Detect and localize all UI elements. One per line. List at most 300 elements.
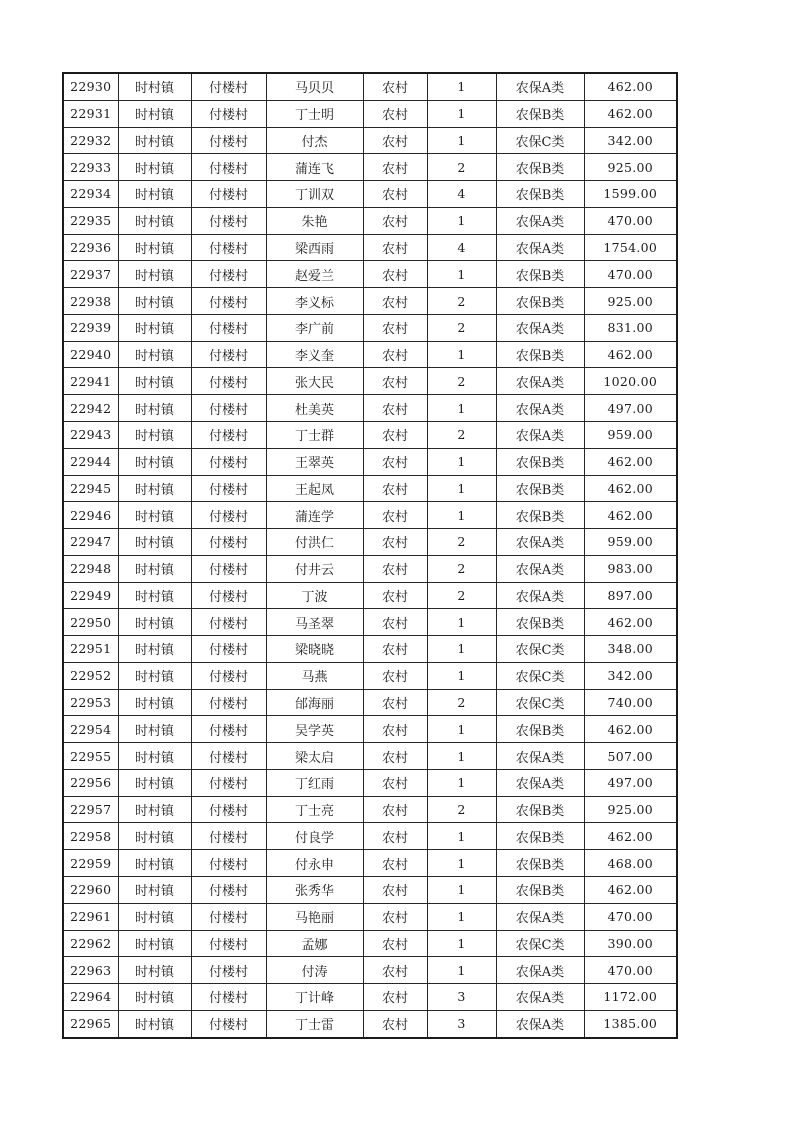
- cell-serial-number: 22962: [63, 930, 118, 957]
- cell-serial-number: 22963: [63, 957, 118, 984]
- cell-residence-type: 农村: [363, 529, 427, 556]
- cell-town: 时村镇: [118, 903, 191, 930]
- cell-village: 付楼村: [191, 689, 266, 716]
- cell-town: 时村镇: [118, 288, 191, 315]
- cell-village: 付楼村: [191, 314, 266, 341]
- cell-village: 付楼村: [191, 769, 266, 796]
- cell-person-count: 1: [427, 395, 496, 422]
- cell-village: 付楼村: [191, 448, 266, 475]
- cell-serial-number: 22952: [63, 662, 118, 689]
- cell-person-count: 4: [427, 181, 496, 208]
- cell-serial-number: 22954: [63, 716, 118, 743]
- cell-village: 付楼村: [191, 1010, 266, 1038]
- table-row: [63, 73, 677, 100]
- table-row: [63, 234, 677, 261]
- cell-name: 付杰: [266, 127, 363, 154]
- cell-village: 付楼村: [191, 502, 266, 529]
- cell-town: 时村镇: [118, 555, 191, 582]
- cell-serial-number: 22932: [63, 127, 118, 154]
- cell-insurance-category: 农保A类: [496, 903, 584, 930]
- cell-name: 朱艳: [266, 207, 363, 234]
- cell-village: 付楼村: [191, 261, 266, 288]
- cell-serial-number: 22964: [63, 984, 118, 1011]
- cell-person-count: 3: [427, 984, 496, 1011]
- cell-village: 付楼村: [191, 234, 266, 261]
- cell-village: 付楼村: [191, 582, 266, 609]
- cell-residence-type: 农村: [363, 502, 427, 529]
- cell-town: 时村镇: [118, 769, 191, 796]
- table-row: [63, 154, 677, 181]
- cell-name: 赵爱兰: [266, 261, 363, 288]
- cell-serial-number: 22948: [63, 555, 118, 582]
- cell-person-count: 1: [427, 502, 496, 529]
- cell-village: 付楼村: [191, 421, 266, 448]
- beneficiary-table: [62, 72, 678, 1039]
- cell-name: 丁士群: [266, 421, 363, 448]
- cell-name: 蒲连飞: [266, 154, 363, 181]
- table-row: [63, 903, 677, 930]
- table-row: [63, 957, 677, 984]
- cell-serial-number: 22956: [63, 769, 118, 796]
- cell-residence-type: 农村: [363, 796, 427, 823]
- cell-person-count: 2: [427, 421, 496, 448]
- table-row: [63, 850, 677, 877]
- cell-person-count: 3: [427, 1010, 496, 1038]
- cell-town: 时村镇: [118, 234, 191, 261]
- cell-residence-type: 农村: [363, 823, 427, 850]
- cell-town: 时村镇: [118, 395, 191, 422]
- cell-insurance-category: 农保B类: [496, 100, 584, 127]
- cell-insurance-category: 农保A类: [496, 234, 584, 261]
- cell-village: 付楼村: [191, 555, 266, 582]
- cell-amount: 470.00: [584, 903, 677, 930]
- cell-amount: 959.00: [584, 529, 677, 556]
- cell-residence-type: 农村: [363, 716, 427, 743]
- cell-amount: 342.00: [584, 127, 677, 154]
- cell-person-count: 2: [427, 154, 496, 181]
- cell-amount: 831.00: [584, 314, 677, 341]
- cell-name: 王翠英: [266, 448, 363, 475]
- cell-residence-type: 农村: [363, 957, 427, 984]
- cell-insurance-category: 农保B类: [496, 502, 584, 529]
- cell-town: 时村镇: [118, 73, 191, 100]
- cell-name: 付洪仁: [266, 529, 363, 556]
- cell-insurance-category: 农保B类: [496, 877, 584, 904]
- cell-residence-type: 农村: [363, 341, 427, 368]
- cell-insurance-category: 农保A类: [496, 395, 584, 422]
- cell-name: 马燕: [266, 662, 363, 689]
- cell-village: 付楼村: [191, 395, 266, 422]
- cell-serial-number: 22940: [63, 341, 118, 368]
- cell-serial-number: 22939: [63, 314, 118, 341]
- cell-insurance-category: 农保B类: [496, 716, 584, 743]
- table-row: [63, 475, 677, 502]
- table-row: [63, 529, 677, 556]
- cell-residence-type: 农村: [363, 903, 427, 930]
- cell-residence-type: 农村: [363, 984, 427, 1011]
- cell-town: 时村镇: [118, 100, 191, 127]
- cell-insurance-category: 农保A类: [496, 769, 584, 796]
- cell-residence-type: 农村: [363, 1010, 427, 1038]
- cell-amount: 390.00: [584, 930, 677, 957]
- cell-serial-number: 22943: [63, 421, 118, 448]
- cell-amount: 462.00: [584, 877, 677, 904]
- cell-person-count: 1: [427, 823, 496, 850]
- cell-amount: 925.00: [584, 796, 677, 823]
- cell-person-count: 1: [427, 127, 496, 154]
- cell-town: 时村镇: [118, 207, 191, 234]
- cell-town: 时村镇: [118, 636, 191, 663]
- cell-name: 杜美英: [266, 395, 363, 422]
- cell-name: 丁士雷: [266, 1010, 363, 1038]
- cell-person-count: 1: [427, 743, 496, 770]
- table-row: [63, 716, 677, 743]
- table-row: [63, 421, 677, 448]
- cell-amount: 925.00: [584, 154, 677, 181]
- cell-person-count: 1: [427, 769, 496, 796]
- table-row: [63, 796, 677, 823]
- cell-village: 付楼村: [191, 743, 266, 770]
- cell-town: 时村镇: [118, 154, 191, 181]
- cell-amount: 342.00: [584, 662, 677, 689]
- cell-name: 马艳丽: [266, 903, 363, 930]
- table-row: [63, 877, 677, 904]
- table-row: [63, 743, 677, 770]
- cell-serial-number: 22933: [63, 154, 118, 181]
- cell-name: 丁波: [266, 582, 363, 609]
- cell-village: 付楼村: [191, 529, 266, 556]
- cell-amount: 462.00: [584, 823, 677, 850]
- cell-village: 付楼村: [191, 957, 266, 984]
- cell-town: 时村镇: [118, 261, 191, 288]
- cell-person-count: 1: [427, 877, 496, 904]
- table-row: [63, 636, 677, 663]
- cell-insurance-category: 农保B类: [496, 475, 584, 502]
- cell-name: 吴学英: [266, 716, 363, 743]
- cell-amount: 462.00: [584, 609, 677, 636]
- cell-serial-number: 22945: [63, 475, 118, 502]
- cell-town: 时村镇: [118, 930, 191, 957]
- cell-name: 李义奎: [266, 341, 363, 368]
- cell-town: 时村镇: [118, 796, 191, 823]
- cell-amount: 470.00: [584, 207, 677, 234]
- cell-town: 时村镇: [118, 421, 191, 448]
- cell-serial-number: 22965: [63, 1010, 118, 1038]
- cell-insurance-category: 农保B类: [496, 288, 584, 315]
- cell-residence-type: 农村: [363, 100, 427, 127]
- cell-person-count: 2: [427, 555, 496, 582]
- cell-town: 时村镇: [118, 609, 191, 636]
- cell-person-count: 1: [427, 73, 496, 100]
- cell-town: 时村镇: [118, 368, 191, 395]
- cell-amount: 983.00: [584, 555, 677, 582]
- cell-name: 付良学: [266, 823, 363, 850]
- cell-name: 马贝贝: [266, 73, 363, 100]
- table-row: [63, 689, 677, 716]
- cell-insurance-category: 农保C类: [496, 662, 584, 689]
- cell-residence-type: 农村: [363, 368, 427, 395]
- cell-name: 王起凤: [266, 475, 363, 502]
- cell-amount: 348.00: [584, 636, 677, 663]
- cell-village: 付楼村: [191, 341, 266, 368]
- cell-town: 时村镇: [118, 181, 191, 208]
- cell-village: 付楼村: [191, 368, 266, 395]
- cell-village: 付楼村: [191, 984, 266, 1011]
- table-row: [63, 448, 677, 475]
- table-row: [63, 100, 677, 127]
- cell-residence-type: 农村: [363, 743, 427, 770]
- table-row: [63, 288, 677, 315]
- cell-person-count: 1: [427, 957, 496, 984]
- cell-serial-number: 22953: [63, 689, 118, 716]
- cell-residence-type: 农村: [363, 395, 427, 422]
- cell-residence-type: 农村: [363, 261, 427, 288]
- cell-amount: 1754.00: [584, 234, 677, 261]
- cell-village: 付楼村: [191, 609, 266, 636]
- cell-amount: 497.00: [584, 769, 677, 796]
- cell-town: 时村镇: [118, 582, 191, 609]
- cell-insurance-category: 农保C类: [496, 689, 584, 716]
- cell-serial-number: 22959: [63, 850, 118, 877]
- table-body: [63, 73, 677, 1038]
- cell-amount: 470.00: [584, 261, 677, 288]
- cell-residence-type: 农村: [363, 877, 427, 904]
- table-row: [63, 181, 677, 208]
- table-row: [63, 261, 677, 288]
- cell-insurance-category: 农保B类: [496, 341, 584, 368]
- cell-name: 付涛: [266, 957, 363, 984]
- cell-person-count: 2: [427, 529, 496, 556]
- cell-village: 付楼村: [191, 930, 266, 957]
- cell-residence-type: 农村: [363, 555, 427, 582]
- cell-person-count: 1: [427, 930, 496, 957]
- cell-town: 时村镇: [118, 743, 191, 770]
- cell-insurance-category: 农保A类: [496, 743, 584, 770]
- cell-name: 李广前: [266, 314, 363, 341]
- cell-name: 付井云: [266, 555, 363, 582]
- cell-name: 邰海丽: [266, 689, 363, 716]
- cell-residence-type: 农村: [363, 636, 427, 663]
- cell-amount: 462.00: [584, 341, 677, 368]
- cell-village: 付楼村: [191, 73, 266, 100]
- cell-town: 时村镇: [118, 662, 191, 689]
- cell-residence-type: 农村: [363, 448, 427, 475]
- cell-insurance-category: 农保A类: [496, 73, 584, 100]
- cell-name: 付永申: [266, 850, 363, 877]
- cell-residence-type: 农村: [363, 234, 427, 261]
- cell-amount: 1020.00: [584, 368, 677, 395]
- cell-insurance-category: 农保A类: [496, 957, 584, 984]
- cell-serial-number: 22935: [63, 207, 118, 234]
- cell-person-count: 2: [427, 689, 496, 716]
- cell-person-count: 1: [427, 636, 496, 663]
- cell-insurance-category: 农保A类: [496, 314, 584, 341]
- table-row: [63, 930, 677, 957]
- cell-serial-number: 22957: [63, 796, 118, 823]
- cell-insurance-category: 农保A类: [496, 1010, 584, 1038]
- cell-town: 时村镇: [118, 127, 191, 154]
- cell-amount: 925.00: [584, 288, 677, 315]
- cell-serial-number: 22947: [63, 529, 118, 556]
- cell-insurance-category: 农保B类: [496, 181, 584, 208]
- cell-serial-number: 22951: [63, 636, 118, 663]
- cell-town: 时村镇: [118, 823, 191, 850]
- cell-person-count: 1: [427, 716, 496, 743]
- cell-person-count: 2: [427, 368, 496, 395]
- cell-village: 付楼村: [191, 154, 266, 181]
- cell-person-count: 1: [427, 903, 496, 930]
- cell-village: 付楼村: [191, 207, 266, 234]
- cell-village: 付楼村: [191, 288, 266, 315]
- cell-residence-type: 农村: [363, 609, 427, 636]
- table-row: [63, 314, 677, 341]
- table-row: [63, 341, 677, 368]
- cell-residence-type: 农村: [363, 662, 427, 689]
- table-row: [63, 395, 677, 422]
- cell-amount: 462.00: [584, 502, 677, 529]
- table-row: [63, 823, 677, 850]
- cell-town: 时村镇: [118, 529, 191, 556]
- cell-name: 丁红雨: [266, 769, 363, 796]
- table-row: [63, 662, 677, 689]
- cell-serial-number: 22936: [63, 234, 118, 261]
- cell-serial-number: 22941: [63, 368, 118, 395]
- cell-residence-type: 农村: [363, 288, 427, 315]
- cell-name: 张秀华: [266, 877, 363, 904]
- cell-serial-number: 22931: [63, 100, 118, 127]
- table-row: [63, 1010, 677, 1038]
- cell-serial-number: 22934: [63, 181, 118, 208]
- cell-amount: 507.00: [584, 743, 677, 770]
- cell-residence-type: 农村: [363, 127, 427, 154]
- cell-person-count: 1: [427, 609, 496, 636]
- cell-serial-number: 22958: [63, 823, 118, 850]
- table-row: [63, 502, 677, 529]
- cell-amount: 470.00: [584, 957, 677, 984]
- cell-serial-number: 22946: [63, 502, 118, 529]
- cell-insurance-category: 农保A类: [496, 984, 584, 1011]
- cell-serial-number: 22944: [63, 448, 118, 475]
- cell-insurance-category: 农保B类: [496, 154, 584, 181]
- cell-person-count: 2: [427, 582, 496, 609]
- cell-residence-type: 农村: [363, 181, 427, 208]
- cell-residence-type: 农村: [363, 689, 427, 716]
- cell-person-count: 1: [427, 207, 496, 234]
- cell-insurance-category: 农保C类: [496, 127, 584, 154]
- cell-serial-number: 22930: [63, 73, 118, 100]
- table-row: [63, 368, 677, 395]
- cell-serial-number: 22949: [63, 582, 118, 609]
- cell-town: 时村镇: [118, 314, 191, 341]
- cell-amount: 468.00: [584, 850, 677, 877]
- cell-village: 付楼村: [191, 636, 266, 663]
- cell-name: 蒲连学: [266, 502, 363, 529]
- cell-village: 付楼村: [191, 823, 266, 850]
- cell-person-count: 4: [427, 234, 496, 261]
- cell-town: 时村镇: [118, 957, 191, 984]
- table-row: [63, 609, 677, 636]
- cell-village: 付楼村: [191, 716, 266, 743]
- cell-village: 付楼村: [191, 475, 266, 502]
- cell-serial-number: 22950: [63, 609, 118, 636]
- cell-residence-type: 农村: [363, 475, 427, 502]
- cell-person-count: 2: [427, 288, 496, 315]
- cell-town: 时村镇: [118, 341, 191, 368]
- cell-person-count: 1: [427, 475, 496, 502]
- cell-insurance-category: 农保A类: [496, 207, 584, 234]
- cell-village: 付楼村: [191, 796, 266, 823]
- cell-name: 李义标: [266, 288, 363, 315]
- cell-residence-type: 农村: [363, 73, 427, 100]
- cell-town: 时村镇: [118, 1010, 191, 1038]
- cell-person-count: 1: [427, 448, 496, 475]
- cell-amount: 897.00: [584, 582, 677, 609]
- cell-town: 时村镇: [118, 448, 191, 475]
- table-row: [63, 127, 677, 154]
- cell-town: 时村镇: [118, 716, 191, 743]
- cell-person-count: 1: [427, 100, 496, 127]
- cell-insurance-category: 农保C类: [496, 636, 584, 663]
- cell-serial-number: 22937: [63, 261, 118, 288]
- cell-person-count: 1: [427, 341, 496, 368]
- cell-village: 付楼村: [191, 850, 266, 877]
- cell-insurance-category: 农保A类: [496, 582, 584, 609]
- cell-town: 时村镇: [118, 689, 191, 716]
- cell-name: 梁西雨: [266, 234, 363, 261]
- cell-insurance-category: 农保B类: [496, 609, 584, 636]
- table-row: [63, 207, 677, 234]
- cell-residence-type: 农村: [363, 850, 427, 877]
- cell-residence-type: 农村: [363, 421, 427, 448]
- cell-town: 时村镇: [118, 984, 191, 1011]
- cell-name: 马圣翠: [266, 609, 363, 636]
- cell-amount: 462.00: [584, 73, 677, 100]
- cell-residence-type: 农村: [363, 930, 427, 957]
- cell-town: 时村镇: [118, 502, 191, 529]
- cell-residence-type: 农村: [363, 207, 427, 234]
- cell-person-count: 2: [427, 796, 496, 823]
- cell-village: 付楼村: [191, 903, 266, 930]
- cell-amount: 462.00: [584, 716, 677, 743]
- table-row: [63, 769, 677, 796]
- cell-village: 付楼村: [191, 100, 266, 127]
- cell-insurance-category: 农保B类: [496, 823, 584, 850]
- cell-amount: 1172.00: [584, 984, 677, 1011]
- cell-insurance-category: 农保A类: [496, 421, 584, 448]
- table-row: [63, 582, 677, 609]
- cell-name: 张大民: [266, 368, 363, 395]
- cell-town: 时村镇: [118, 475, 191, 502]
- table-row: [63, 984, 677, 1011]
- cell-serial-number: 22942: [63, 395, 118, 422]
- cell-amount: 497.00: [584, 395, 677, 422]
- cell-person-count: 1: [427, 850, 496, 877]
- cell-insurance-category: 农保A类: [496, 529, 584, 556]
- cell-amount: 1599.00: [584, 181, 677, 208]
- cell-town: 时村镇: [118, 850, 191, 877]
- cell-amount: 1385.00: [584, 1010, 677, 1038]
- cell-name: 丁士明: [266, 100, 363, 127]
- cell-amount: 740.00: [584, 689, 677, 716]
- cell-insurance-category: 农保B类: [496, 850, 584, 877]
- cell-village: 付楼村: [191, 127, 266, 154]
- cell-serial-number: 22955: [63, 743, 118, 770]
- cell-name: 孟娜: [266, 930, 363, 957]
- cell-name: 梁晓晓: [266, 636, 363, 663]
- cell-name: 丁训双: [266, 181, 363, 208]
- cell-serial-number: 22961: [63, 903, 118, 930]
- cell-name: 丁士亮: [266, 796, 363, 823]
